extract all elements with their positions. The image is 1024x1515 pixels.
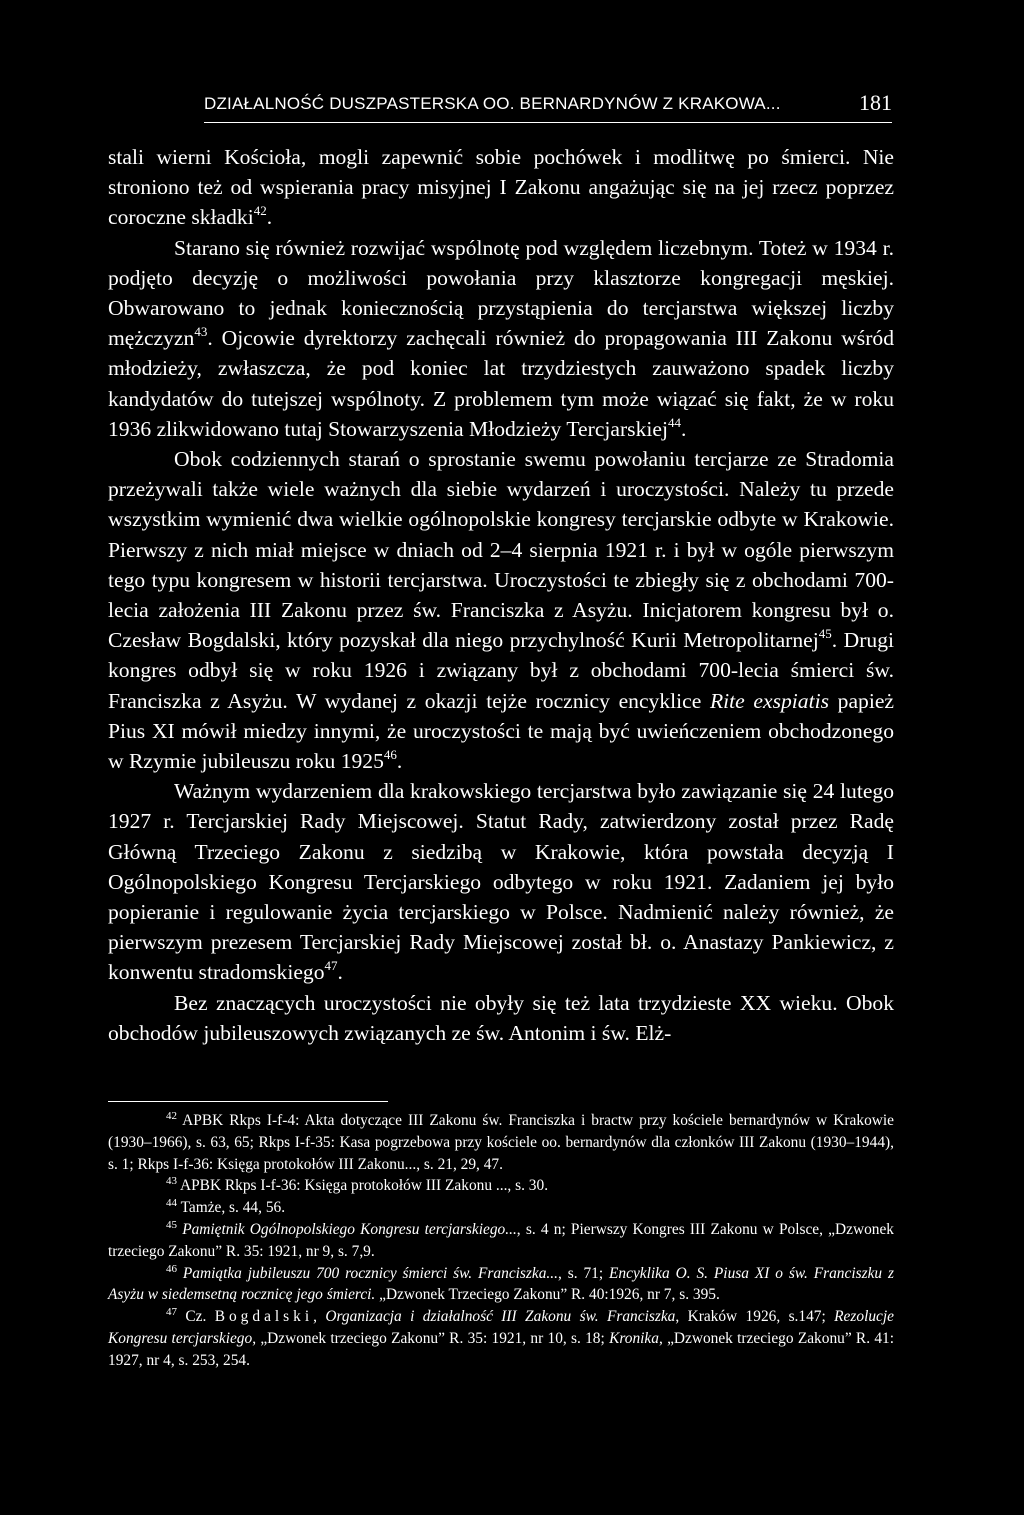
text-run: papież Pius XI mówił miedzy innymi, że uroczystości te mają być uwieńczeniem obchodzonego w Rzymie jubileuszu roku 1925 xyxy=(108,688,894,774)
footnote-ref-44[interactable]: 44 xyxy=(667,414,681,430)
text-run: Obok codziennych starań o sprostanie swemu powołaniu tercjarze ze Stradomia przeżywali także wiele ważnych dla siebie wydarzeń i uroczystości. Należy tu przede wszystkim wymienić dwa wielkie ogólnopolskie kongresy tercjarskie odbyte w Krakowie. Pierwszy z nich miał miejsce w dniach od 2–4 sierpnia 1921 r. i był w ogóle pierwszym tego typu kongresem w historii tercjarstwa. Uroczystości te zbiegły się z obchodami 700-lecia założenia III Zakonu przez św. Franciszka z Asyżu. Inicjatorem kongresu był o. Czesław Bogdalski, który pozyskał dla niego przychylność Kurii Metropolitarnej xyxy=(108,447,894,653)
text-run: Starano się również rozwijać wspólnotę pod względem liczebnym. Toteż w 1934 r. podjęto decyzję o możliwości powołania przy klasztorze kongregacji męskiej. Obwarowano to jednak koniecznością przystąpienia do tercjarstwa większej liczby mężczyzn xyxy=(108,235,894,351)
footnote-number: 46 xyxy=(166,1262,177,1275)
footnote-text: , „Dzwonek trzeciego Zakonu” R. 41: 1927, nr 4, s. 253, 254. xyxy=(108,1329,894,1369)
footnote-ref-42[interactable]: 42 xyxy=(253,203,267,219)
footnote-text: „Dzwonek Trzeciego Zakonu” R. 40:1926, nr 7, s. 395. xyxy=(375,1286,720,1304)
footnote-43 xyxy=(108,1175,894,1197)
text-run: . Drugi kongres odbył się w roku 1926 i związany był z obchodami 700-lecia śmierci św. Franciszka z Asyżu. W wydanej z okazji tejże rocznicy encyklice xyxy=(108,628,894,713)
footnote-ref-47[interactable]: 47 xyxy=(324,958,338,974)
footnote-italic: Pamiątka jubileuszu 700 rocznicy śmierci św. Franciszka... xyxy=(177,1264,558,1282)
footnote-italic: Pamiętnik Ogólnopolskiego Kongresu tercjarskiego... xyxy=(177,1220,517,1238)
text-run: stali wierni Kościoła, mogli zapewnić sobie pochówek i modlitwę po śmierci. Nie stroniono też od wspierania pracy misyjnej I Zakonu angażując się na jej rzecz poprzez coroczne składki xyxy=(108,145,894,230)
footnote-ref-46[interactable]: 46 xyxy=(383,747,397,763)
paragraph-2 xyxy=(108,233,894,444)
footnote-italic: Encyklika O. S. Piusa XI o św. Franciszku z Asyżu w siedemsetną rocznicę jego śmierci. xyxy=(108,1264,895,1304)
paragraph-1 xyxy=(108,142,894,233)
author-name: Bogdalski xyxy=(214,1308,314,1326)
footnote-text: , Kraków 1926, s.147; xyxy=(675,1308,835,1326)
footnote-divider xyxy=(108,1101,388,1102)
footnote-text: Cz. xyxy=(177,1308,215,1326)
footnote-number: 42 xyxy=(166,1110,177,1122)
footnote-text: APBK Rkps I-f-36: Księga protokołów III Zakonu ..., s. 30. xyxy=(177,1177,549,1195)
footnote-ref-45[interactable]: 45 xyxy=(818,626,832,642)
footnote-text: , „Dzwonek trzeciego Zakonu” R. 35: 1921, nr 10, s. 18; xyxy=(252,1329,610,1347)
footnote-text: , s. 71; xyxy=(557,1264,610,1282)
footnote-number: 44 xyxy=(166,1197,177,1210)
footnote-text: , s. 4 n; Pierwszy Kongres III Zakonu w Polsce, „Dzwonek trzeciego Zakonu” R. 35: 1921, nr 9, s. 7,9. xyxy=(108,1220,894,1260)
paragraph-3 xyxy=(108,444,894,776)
paragraph-4 xyxy=(108,776,894,987)
footnote-number: 43 xyxy=(166,1175,177,1188)
footnote-46 xyxy=(108,1263,894,1307)
footnotes xyxy=(108,1110,894,1372)
encyclical-title: Rite exspiatis xyxy=(709,688,829,713)
footnote-44 xyxy=(108,1197,894,1219)
text-run: . xyxy=(337,960,343,985)
footnote-text: APBK Rkps I-f-4: Akta dotyczące III Zakonu św. Franciszka i bractw przy kościele bernardynów w Krakowie (1930–1966), s. 63, 65; Rkps I-f-35: Kasa pogrzebowa przy kościele oo. bernardynów dla członków III Zakonu (1930–1944), s. 1; Rkps I-f-36: Księga protokołów III Zakonu..., s. 21, 29, 47. xyxy=(108,1112,894,1173)
footnote-47 xyxy=(108,1306,894,1371)
footnote-number: 47 xyxy=(166,1306,177,1319)
footnote-italic: Organizacja i działalność III Zakonu św. Franciszka xyxy=(325,1308,676,1326)
footnote-italic: Rezolucje Kongresu tercjarskiego xyxy=(108,1308,894,1347)
footnote-text: Tamże, s. 44, 56. xyxy=(177,1199,286,1217)
main-text xyxy=(108,142,894,1048)
text-run: . Ojcowie dyrektorzy zachęcali również do propagowania III Zakonu wśród młodzieży, zwłaszcza, że pod koniec lat trzydziestych zauważono spadek liczby kandydatów do tutejszej wspólnoty. Z problemem tym może wiązać się fakt, że w roku 1936 zlikwidowano tutaj Stowarzyszenia Młodzieży Tercjarskiej xyxy=(108,326,894,441)
footnote-number: 45 xyxy=(166,1218,177,1231)
running-header xyxy=(204,90,892,123)
text-run: . xyxy=(266,205,273,230)
page-number: 181 xyxy=(859,90,892,115)
text-run: Ważnym wydarzeniem dla krakowskiego tercjarstwa było zawiązanie się 24 lutego 1927 r. Tercjarskiej Rady Miejscowej. Statut Rady, zatwierdzony został przez Radę Główną Trzeciego Zakonu z siedzibą w Krakowie, która powstała decyzją I Ogólnopolskiego Kongresu Tercjarskiego odbytego w roku 1921. Zadaniem jej było popieranie i regulowanie życia tercjarskiego w Polsce. Nadmienić należy również, że pierwszym prezesem Tercjarskiej Rady Miejscowej został bł. o. Anastazy Pankiewicz, z konwentu stradomskiego xyxy=(108,779,894,985)
footnote-45 xyxy=(108,1219,894,1263)
text-run: . xyxy=(396,749,403,774)
paragraph-5: Bez znaczących uroczystości nie obyły się też lata trzydzieste XX wieku. Obok obchodów jubileuszowych związanych ze św. Antonim i św. Elż- xyxy=(108,990,894,1045)
running-title: DZIAŁALNOŚĆ DUSZPASTERSKA OO. BERNARDYNÓW Z KRAKOWA... xyxy=(204,94,781,113)
footnote-ref-43[interactable]: 43 xyxy=(194,324,208,340)
footnote-italic: Kronika xyxy=(609,1329,659,1347)
text-run: . xyxy=(680,416,687,441)
footnote-42 xyxy=(108,1110,894,1175)
footnote-text: , xyxy=(313,1308,326,1326)
